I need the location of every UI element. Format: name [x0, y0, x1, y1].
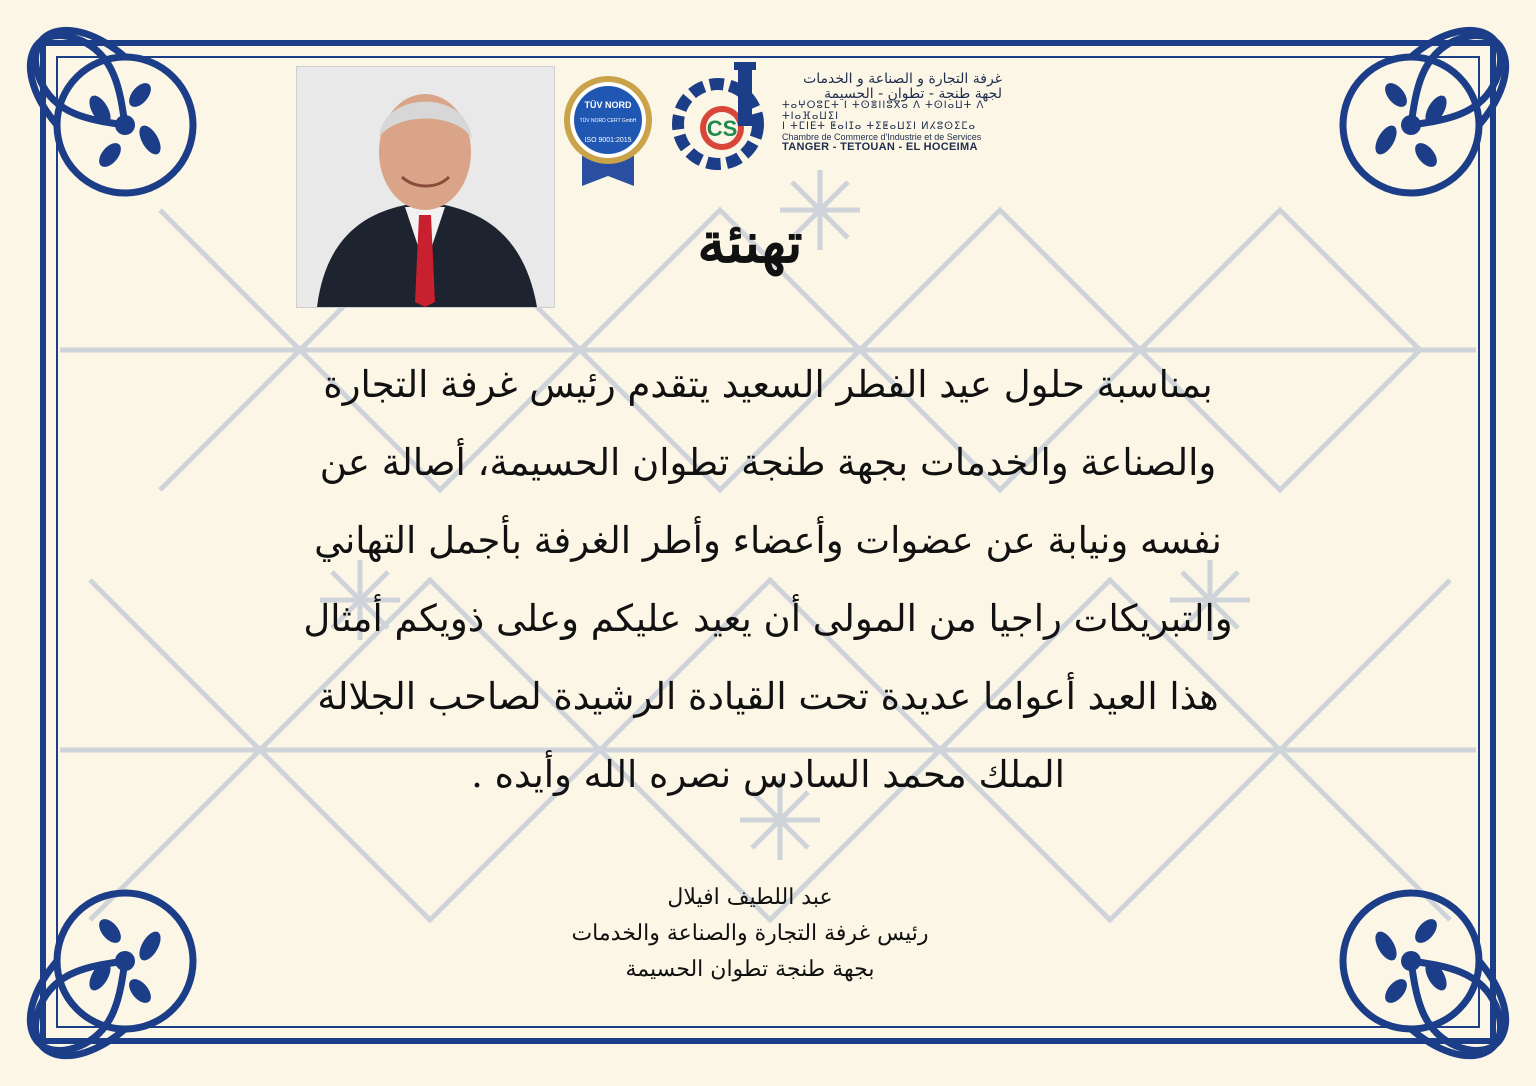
- cci-arabic-line1: غرفة التجارة و الصناعة و الخدمات: [803, 71, 1002, 87]
- cci-name-block: [782, 72, 1002, 154]
- cci-arabic-line2: لجهة طنجة - تطوان - الحسيمة: [824, 85, 1002, 102]
- cci-french-line2: TANGER - TETOUAN - EL HOCEIMA: [782, 141, 978, 154]
- tuv-iso-badge: [560, 70, 656, 190]
- greeting-line: الملك محمد السادس نصره الله وأيده .: [471, 753, 1065, 796]
- tuv-cert-label: TÜV NORD CERT GmbH: [579, 118, 637, 124]
- cci-tifinagh-line2: ⵏ ⵜⵎⵏⴹⵜ ⵟⴰⵏⵊⴰ ⵜⵉⵟⴰⵡⵉⵏ ⵍⵃⵓⵙⵉⵎⴰ: [782, 121, 977, 133]
- cci-french-line1: Chambre de Commerce d'Industrie et de Services: [782, 131, 982, 142]
- signature-block: [520, 880, 980, 988]
- greeting-line: نفسه ونيابة عن عضوات وأعضاء وأطر الغرفة بأجمل التهاني: [314, 519, 1222, 562]
- corner-ornament-bottom-right: [1296, 846, 1536, 1086]
- greeting-line: بمناسبة حلول عيد الفطر السعيد يتقدم رئيس غرفة التجارة: [323, 363, 1213, 406]
- greeting-line: هذا العيد أعواما عديدة تحت القيادة الرشيدة لصاحب الجلالة: [317, 675, 1219, 718]
- signatory-name: عبد اللطيف افيلال: [667, 885, 833, 910]
- corner-ornament-top-right: [1296, 0, 1536, 240]
- tuv-iso-label: ISO 9001:2015: [584, 137, 632, 144]
- tuv-top-label: TÜV NORD: [584, 100, 632, 110]
- greeting-line: والصناعة والخدمات بجهة طنجة تطوان الحسيمة، أصالة عن: [319, 441, 1217, 484]
- page-title: تهنئة: [697, 210, 803, 276]
- greeting-body: [150, 346, 1386, 814]
- signatory-region: بجهة طنجة تطوان الحسيمة: [625, 957, 875, 982]
- portrait-photo: [296, 66, 555, 308]
- corner-ornament-top-left: [0, 0, 240, 240]
- cci-logo: [670, 56, 780, 176]
- corner-ornament-bottom-left: [0, 846, 240, 1086]
- cci-logo-letters: CS: [706, 116, 738, 141]
- signatory-role: رئيس غرفة التجارة والصناعة والخدمات: [571, 921, 929, 946]
- greeting-line: والتبريكات راجيا من المولى أن يعيد عليكم وعلى ذويكم أمثال: [303, 597, 1233, 640]
- cci-tifinagh-line1: ⵜⴰⵖⵔⵓⵎⵜ ⵏ ⵜⵙⴻⵏⵏⵓⴳⴰ ⴷ ⵜⵙⵏⴰⵡⵜ ⴷ ⵜⵏⴰⴼⴰⵡⵉⵏ: [782, 100, 985, 122]
